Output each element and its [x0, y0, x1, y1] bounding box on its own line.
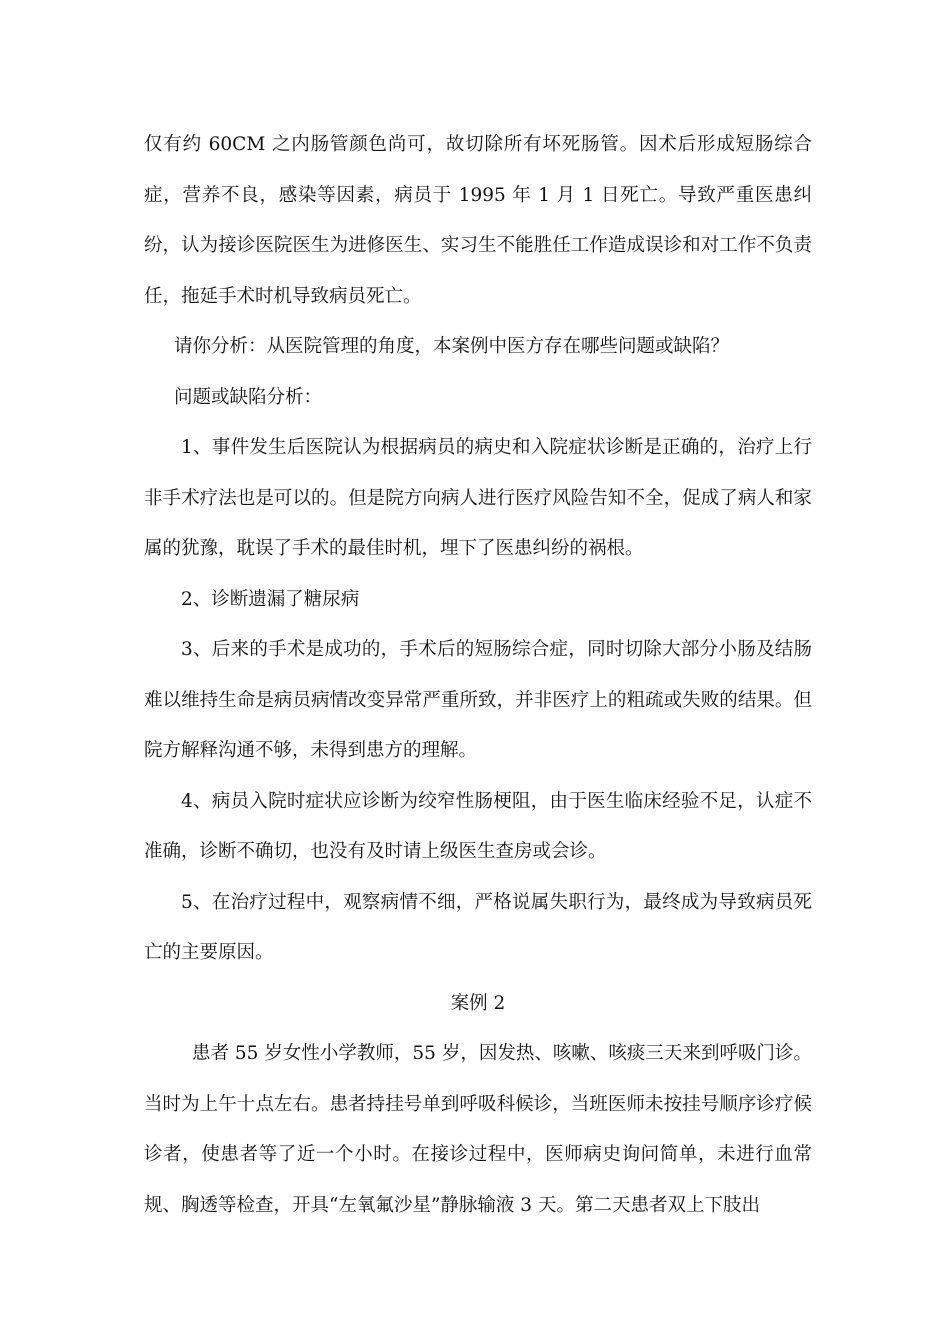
paragraph-analysis-point-5: 5、在治疗过程中，观察病情不细，严格说属失职行为，最终成为导致病员死亡的主要原因。	[144, 891, 812, 963]
case-2-heading: 案例 2	[450, 992, 506, 1014]
document-page	[144, 120, 812, 1231]
paragraph-case1-continuation: 仅有约 60CM 之内肠管颜色尚可，故切除所有坏死肠管。因术后形成短肠综合症，营养不良，感染等因素，病员于 1995 年 1 月 1 日死亡。导致严重医患纠纷，认为接诊医院医生为进修医生、实习生不能胜任工作造成误诊和对工作不负责任，拖延手术时机导致病员死亡。	[144, 134, 812, 307]
paragraph-analysis-point-4: 4、病员入院时症状应诊断为绞窄性肠梗阻，由于医生临床经验不足，认症不准确，诊断不确切，也没有及时请上级医生查房或会诊。	[144, 790, 812, 862]
paragraph-analysis-point-3: 3、后来的手术是成功的，手术后的短肠综合症，同时切除大部分小肠及结肠难以维持生命是病员病情改变异常严重所致，并非医疗上的粗疏或失败的结果。但院方解释沟通不够，未得到患方的理解。	[144, 639, 812, 761]
paragraph-analysis-point-1: 1、事件发生后医院认为根据病员的病史和入院症状诊断是正确的，治疗上行非手术疗法也是可以的。但是院方向病人进行医疗风险告知不全，促成了病人和家属的犹豫，耽误了手术的最佳时机，埋下了医患纠纷的祸根。	[144, 437, 812, 559]
paragraph-case2-description: 患者 55 岁女性小学教师，55 岁，因发热、咳嗽、咳痰三天来到呼吸门诊。当时为上午十点左右。患者持挂号单到呼吸科候诊，当班医师未按挂号顺序诊疗候诊者，使患者等了近一个小时。在接诊过程中，医师病史询问简单，未进行血常规、胸透等检查，开具“左氧氟沙星”静脉输液 3 天。第二天患者双上下肢出	[144, 1043, 812, 1216]
paragraph-analysis-heading: 问题或缺陷分析：	[174, 386, 323, 408]
paragraph-analysis-point-2: 2、诊断遗漏了糖尿病	[181, 588, 360, 610]
paragraph-question: 请你分析：从医院管理的角度，本案例中医方存在哪些问题或缺陷？	[174, 336, 730, 357]
